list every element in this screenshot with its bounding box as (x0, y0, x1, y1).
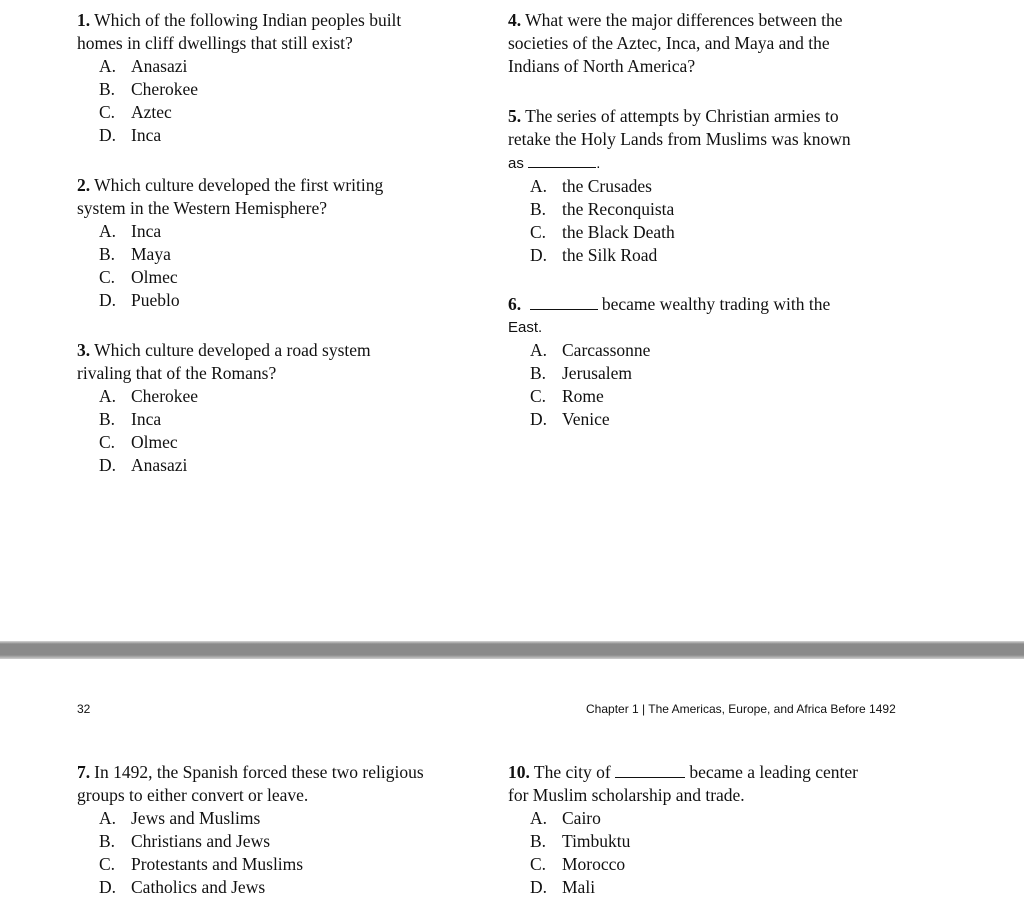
answer-option[interactable]: B. Christians and Jews (99, 831, 271, 851)
question-number: 5. (508, 106, 522, 126)
answer-option[interactable]: B. Timbuktu (530, 831, 631, 851)
question-number: 10. (508, 762, 530, 782)
question-number: 2. (77, 175, 91, 195)
answer-option[interactable]: D. Anasazi (99, 455, 188, 475)
answer-options (77, 55, 401, 147)
question-stem: 4. What were the major differences between the (508, 10, 843, 30)
fill-in-blank[interactable] (530, 295, 598, 310)
page-divider (0, 641, 1024, 659)
answer-option[interactable]: B. Cherokee (99, 79, 199, 99)
answer-option[interactable]: D. Mali (530, 877, 596, 897)
question-stem: 10. The city of became a leading center (508, 762, 858, 782)
question-stem: 3. Which culture developed a road system (77, 340, 371, 360)
answer-option[interactable]: D. Venice (530, 409, 610, 429)
answer-option[interactable]: B. Jerusalem (530, 363, 632, 383)
question-2: 2. Which culture developed the first writing system in the Western Hemisphere? A. Inca B. Maya C. Olmec D. Pueblo (77, 175, 384, 310)
question-10: 10. The city of became a leading center for Muslim scholarship and trade. A. Cairo B. Timbuktu C. Morocco D. Mali (508, 762, 858, 897)
fill-in-blank[interactable] (615, 763, 685, 778)
question-stem: 5. The series of attempts by Christian armies to (508, 106, 839, 126)
answer-option[interactable]: C. Olmec (99, 432, 178, 452)
question-number: 1. (77, 10, 91, 30)
answer-option[interactable]: D. Inca (99, 125, 162, 145)
answer-option[interactable]: B. Maya (99, 244, 171, 264)
answer-option[interactable]: C. Rome (530, 386, 604, 406)
answer-option[interactable]: D. Catholics and Jews (99, 877, 266, 897)
answer-option[interactable]: D. the Silk Road (530, 245, 658, 265)
answer-option[interactable]: B. Inca (99, 409, 162, 429)
question-4: 4. What were the major differences between the societies of the Aztec, Inca, and Maya and the Indians of North America? (508, 10, 843, 76)
answer-option[interactable]: A. the Crusades (530, 176, 652, 196)
answer-option[interactable]: B. the Reconquista (530, 199, 675, 219)
question-stem: 1. Which of the following Indian peoples built (77, 10, 402, 30)
answer-option[interactable]: C. Protestants and Muslims (99, 854, 304, 874)
question-1: 1. Which of the following Indian peoples built homes in cliff dwellings that still exist? A. Anasazi B. Cherokee C. Aztec D. Inca (77, 10, 402, 145)
answer-options (508, 339, 830, 431)
answer-option[interactable]: A. Jews and Muslims (99, 808, 261, 828)
answer-option[interactable]: C. the Black Death (530, 222, 675, 242)
running-head: Chapter 1 | The Americas, Europe, and Africa Before 1492 (586, 702, 896, 716)
fill-in-blank[interactable] (528, 153, 596, 168)
answer-option[interactable]: A. Cairo (530, 808, 601, 828)
answer-options (508, 807, 858, 899)
answer-option[interactable]: A. Carcassonne (530, 340, 651, 360)
question-7: 7. In 1492, the Spanish forced these two religious groups to either convert or leave. A. Jews and Muslims B. Christians and Jews C. Protestants and Muslims D. Catholics and Jews (77, 762, 424, 897)
answer-options (508, 175, 851, 267)
answer-option[interactable]: A. Inca (99, 221, 162, 241)
question-3: 3. Which culture developed a road system rivaling that of the Romans? A. Cherokee B. Inca C. Olmec D. Anasazi (77, 340, 371, 475)
answer-option[interactable]: A. Cherokee (99, 386, 199, 406)
answer-option[interactable]: A. Anasazi (99, 56, 188, 76)
answer-option[interactable]: C. Morocco (530, 854, 626, 874)
question-number: 3. (77, 340, 91, 360)
answer-options (77, 385, 371, 477)
question-stem: 2. Which culture developed the first writing (77, 175, 384, 195)
answer-option[interactable]: C. Aztec (99, 102, 172, 122)
answer-option[interactable]: C. Olmec (99, 267, 178, 287)
question-6: 6. became wealthy trading with the East. A. Carcassonne B. Jerusalem C. Rome D. Venice (508, 294, 831, 429)
question-number: 6. (508, 294, 522, 314)
question-stem: 6. became wealthy trading with the (508, 294, 831, 314)
answer-option[interactable]: D. Pueblo (99, 290, 180, 310)
question-number: 7. (77, 762, 91, 782)
question-5: 5. The series of attempts by Christian armies to retake the Holy Lands from Muslims was known as . A. the Crusades B. the Reconquista C. the Black Death D. the Silk Road (508, 106, 851, 265)
answer-options (77, 220, 383, 312)
page-number: 32 (77, 702, 91, 716)
answer-options (77, 807, 424, 899)
question-number: 4. (508, 10, 522, 30)
question-stem: 7. In 1492, the Spanish forced these two religious (77, 762, 424, 782)
